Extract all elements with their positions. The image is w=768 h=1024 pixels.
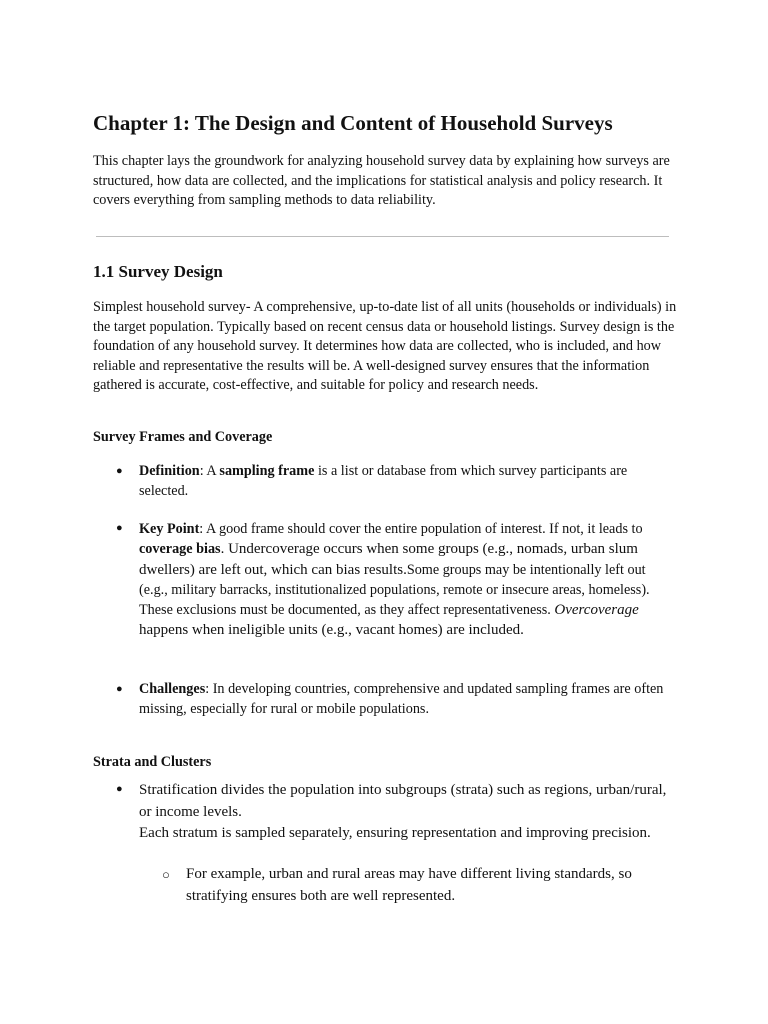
list-item-stratification bbox=[116, 780, 676, 845]
strata-heading: Strata and Clusters bbox=[93, 754, 212, 770]
hollow-bullet-icon: ○ bbox=[162, 867, 170, 882]
overcoverage-term: Overcoverage bbox=[554, 602, 639, 619]
list-item-text: Definition: A sampling frame is a list or database from which survey participants are selected. bbox=[139, 463, 628, 499]
coverage-bias-term: coverage bias bbox=[139, 541, 221, 558]
list-item-challenges bbox=[116, 680, 676, 719]
challenges-label: Challenges bbox=[139, 681, 206, 697]
intro-paragraph: This chapter lays the groundwork for analyzing household survey data by explaining how surveys are structured, how data are collected, and the implications for statistical analysis and policy research. It covers everything from sampling methods to data reliability. bbox=[93, 153, 670, 209]
section-heading: 1.1 Survey Design bbox=[93, 262, 223, 281]
bullet-icon: ● bbox=[116, 783, 123, 795]
list-item-text: Challenges: In developing countries, comprehensive and updated sampling frames are often missing, especially for rural or mobile populations. bbox=[139, 681, 664, 717]
bullet-icon: ● bbox=[116, 522, 123, 534]
list-item-key-point bbox=[116, 519, 676, 641]
bullet-icon: ● bbox=[116, 683, 123, 695]
list-item-text bbox=[139, 780, 676, 845]
sub-list-item-text: For example, urban and rural areas may have different living standards, so stratifying ensures both are well represented. bbox=[186, 866, 632, 904]
definition-label: Definition bbox=[139, 463, 200, 479]
sampling-frame-term: sampling frame bbox=[219, 463, 315, 479]
list-item-text: Key Point: A good frame should cover the entire population of interest. If not, it leads to coverage bias. Undercoverage occurs when some groups (e.g., nomads, urban slum dwellers) are left out, which can bias results.Some groups may be intentionally left out (e.g., military barracks, institutionalized populations, remote or insecure areas, homeless). These exclusions must be documented, as they affect representativeness. Overcoverage happens when ineligible units (e.g., vacant homes) are included. bbox=[139, 521, 650, 639]
stratification-line: Each stratum is sampled separately, ensuring representation and improving precision. bbox=[139, 825, 651, 841]
stratification-line: Stratification divides the population into subgroups (strata) such as regions, urban/rural, or income levels. bbox=[139, 782, 667, 820]
chapter-heading: Chapter 1: The Design and Content of Household Surveys bbox=[93, 111, 613, 135]
bullet-icon: ● bbox=[116, 465, 123, 477]
list-item-definition bbox=[116, 462, 676, 501]
survey-frames-heading: Survey Frames and Coverage bbox=[93, 429, 273, 445]
key-point-label: Key Point bbox=[139, 521, 200, 537]
survey-design-paragraph: Simplest household survey- A comprehensive, up-to-date list of all units (households or individuals) in the target population. Typically based on recent census data or household listings. Survey design is the foundation of any household survey. It determines how data are collected, who is included, and how reliable and representative the results will be. A well-designed survey ensures that the information gathered is accurate, cost-effective, and suitable for policy and research needs. bbox=[93, 299, 677, 394]
sub-list-item-example bbox=[162, 864, 672, 907]
horizontal-rule bbox=[96, 236, 669, 237]
